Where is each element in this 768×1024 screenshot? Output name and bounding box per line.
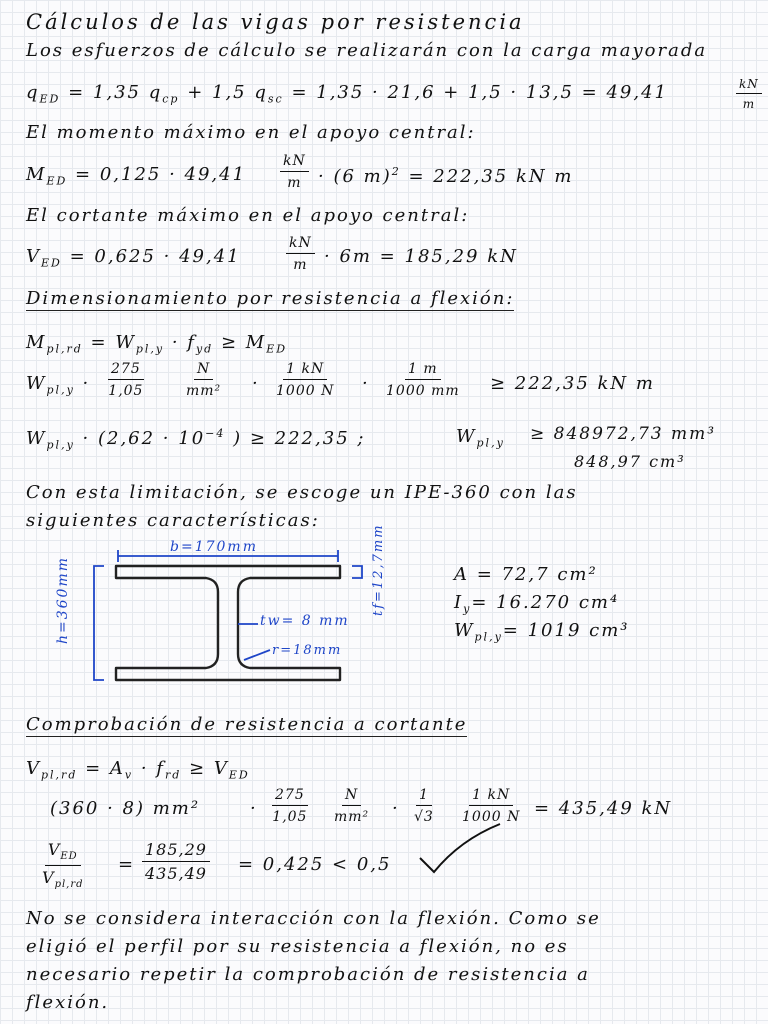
check-mark-stroke [420, 824, 500, 872]
shear-fraction-1: $\frac{275}{1,05}$ [272, 787, 308, 825]
dim-tw: tw= 8 mm [260, 613, 350, 629]
flexion-eq-2-lhs: $W_{pl,y}$ · [26, 373, 91, 397]
dim-r: r=18mm [272, 643, 343, 658]
prop-wpl: $W_{pl,y}= 1019$ cm³ [454, 620, 630, 644]
qed-unit: $\frac{kN}{m}$ [736, 78, 762, 110]
intro-text: Los esfuerzos de cálculo se realizarán con la carga mayorada [26, 40, 708, 61]
shear-ratio-symbol: $V_{ED}$ $V_{pl,rd}$ [42, 840, 84, 891]
shear-ratio-eq: = [118, 854, 136, 875]
moment-eq-left: $M_{ED} = 0,125 \cdot 49,41$ [26, 164, 247, 188]
wpl-mm3: ≥ 848972,73 mm³ [530, 424, 717, 444]
flexion-fraction-2: $\frac{N}{\text{mm²}}$ [186, 361, 222, 399]
flexion-eq-3-wpl: $W_{pl,y}$ [456, 426, 505, 450]
shear-fraction-2: $\frac{N}{\text{mm²}}$ [334, 787, 370, 825]
moment-unit-fraction: $\frac{kN}{m}$ [280, 154, 309, 190]
shear-calc-result: = 435,49 kN [534, 798, 673, 819]
shear-unit-fraction: $\frac{kN}{m}$ [286, 236, 315, 272]
shear-calc-dot-2: · [392, 798, 400, 819]
flexion-fraction-4: $\frac{1 m}{1000 mm}$ [386, 361, 460, 399]
wpl-cm3: 848,97 cm³ [574, 452, 686, 471]
moment-heading: El momento máximo en el apoyo central: [26, 122, 476, 143]
shear-fraction-4: $\frac{1 kN}{1000 N}$ [462, 787, 521, 825]
shear-calc-dot: · [250, 798, 258, 819]
shear-fraction-3: $\frac{1}{√3}$ [414, 787, 434, 825]
flexion-fraction-1: $\frac{275}{1,05}$ [108, 361, 144, 399]
conclusion-line-2: eligió el perfil por su resistencia a flexión, no es [26, 936, 569, 957]
shear-eq-right: · 6m = 185,29 kN [324, 246, 518, 267]
shear-check-eq: $V_{pl,rd} = A_v \cdot f_{rd} \ge V_{ED}$ [26, 758, 250, 782]
dim-tf: tf=12,7mm [371, 523, 386, 616]
moment-eq-right: · (6 m)$^2$ = 222,35 kN m [318, 165, 574, 187]
conclusion-line-1: No se considera interacción con la flexión. Como se [26, 908, 601, 929]
conclusion-line-4: flexión. [26, 992, 110, 1013]
dim-h: h=360mm [55, 555, 71, 644]
flexion-heading: Dimensionamiento por resistencia a flexión: [26, 288, 515, 309]
shear-ratio-result: = 0,425 < 0,5 [238, 854, 392, 875]
prop-inertia: $I_y= 16.270$ cm⁴ [454, 592, 620, 616]
dim-b: b=170mm [170, 539, 258, 555]
page-title: Cálculos de las vigas por resistencia [26, 10, 525, 34]
shear-heading: El cortante máximo en el apoyo central: [26, 205, 470, 226]
shear-ratio-values: $\frac{185,29}{435,49}$ [142, 842, 210, 882]
flexion-fraction-3: $\frac{1 kN}{1000 N}$ [276, 361, 335, 399]
qed-equation: $q_{ED} = 1,35$ $q_{cp} + 1,5$ $q_{sc} = 1,35 \cdot 21,6 + 1,5 \cdot 13,5 = 49,41$ [26, 82, 669, 106]
shear-check-heading: Comprobación de resistencia a cortante [26, 714, 468, 735]
shear-eq-left: $V_{ED} = 0,625 \cdot 49,41$ [26, 246, 241, 270]
conclusion-line-3: necesario repetir la comprobación de resistencia a [26, 964, 590, 985]
flexion-eq-3: $W_{pl,y} \cdot (2,62 \cdot 10^{-4}$ ) ≥ 222,35 ; [26, 427, 366, 452]
flexion-eq-1: $M_{pl,rd} = W_{pl,y} \cdot f_{yd} \ge M_{ED}$ [26, 332, 288, 356]
shear-calc-area: (360 · 8) mm² [50, 798, 201, 819]
prop-area: A = 72,7 cm² [454, 564, 598, 585]
flexion-dot-2: · [252, 373, 260, 394]
flexion-eq-2-rhs: ≥ 222,35 kN m [490, 373, 655, 394]
selection-line-1: Con esta limitación, se escoge un IPE-360 con las [26, 482, 578, 503]
selection-line-2: siguientes características: [26, 510, 320, 531]
flexion-dot-3: · [362, 373, 370, 394]
